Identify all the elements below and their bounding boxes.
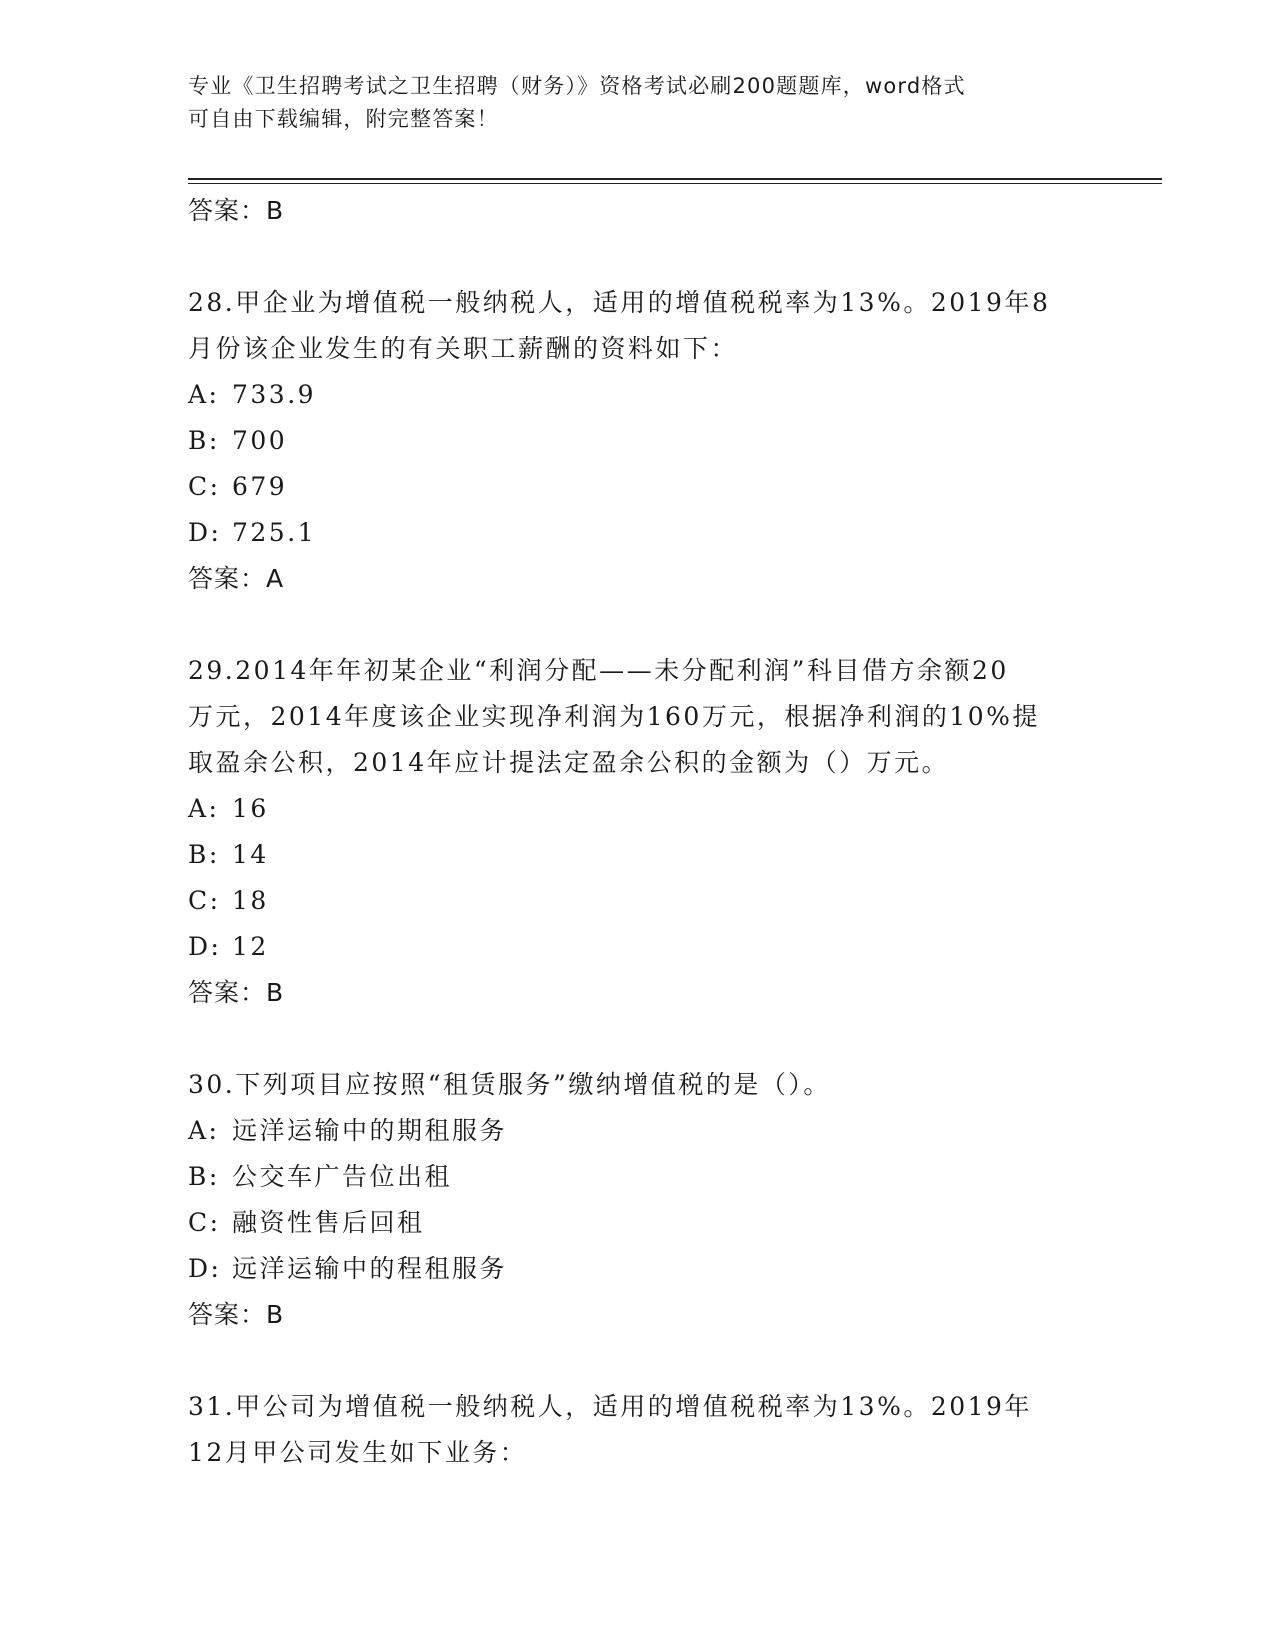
header-rule-thin bbox=[188, 183, 1162, 184]
header-line-1: 专业《卫生招聘考试之卫生招聘（财务）》资格考试必刷200题题库，word格式 bbox=[188, 74, 966, 98]
question-text-line: 31.甲公司为增值税一般纳税人，适用的增值税税率为13%。2019年 bbox=[188, 1392, 1032, 1421]
question-29 bbox=[188, 648, 1088, 1016]
option-text: 725.1 bbox=[232, 518, 317, 547]
option-a bbox=[188, 372, 1088, 418]
option-letter: D: bbox=[188, 1254, 222, 1283]
option-letter: C: bbox=[188, 472, 221, 501]
option-letter: B: bbox=[188, 426, 220, 455]
option-text: 融资性售后回租 bbox=[232, 1208, 425, 1237]
question-30 bbox=[188, 1062, 1088, 1338]
question-text bbox=[188, 1384, 1078, 1476]
question-text-line: 30.下列项目应按照“租赁服务”缴纳增值税的是（）。 bbox=[188, 1070, 831, 1099]
question-text-line: 万元，2014年度该企业实现净利润为160万元，根据净利润的10%提 bbox=[188, 702, 1040, 731]
question-text bbox=[188, 1062, 1078, 1108]
option-a bbox=[188, 1108, 1088, 1154]
option-text: 12 bbox=[232, 932, 269, 961]
option-letter: D: bbox=[188, 518, 222, 547]
option-letter: A: bbox=[188, 1116, 220, 1145]
option-letter: A: bbox=[188, 380, 220, 409]
option-text: 远洋运输中的期租服务 bbox=[232, 1116, 508, 1145]
option-text: 16 bbox=[232, 794, 269, 823]
option-text: 700 bbox=[232, 426, 288, 455]
question-text-line: 29.2014年年初某企业“利润分配——未分配利润”科目借方余额20 bbox=[188, 656, 1009, 685]
question-text-line: 12月甲公司发生如下业务： bbox=[188, 1438, 528, 1467]
option-a bbox=[188, 786, 1088, 832]
option-letter: D: bbox=[188, 932, 222, 961]
option-text: 733.9 bbox=[232, 380, 317, 409]
option-letter: A: bbox=[188, 794, 220, 823]
header-line-2: 可自由下载编辑，附完整答案！ bbox=[188, 107, 499, 131]
option-letter: B: bbox=[188, 1162, 220, 1191]
document-body bbox=[188, 188, 1088, 1476]
option-d bbox=[188, 924, 1088, 970]
option-d bbox=[188, 1246, 1088, 1292]
option-c bbox=[188, 878, 1088, 924]
option-letter: C: bbox=[188, 886, 221, 915]
question-28 bbox=[188, 280, 1088, 602]
option-text: 18 bbox=[232, 886, 269, 915]
option-text: 679 bbox=[232, 472, 288, 501]
answer-line: 答案：B bbox=[188, 196, 285, 225]
header-rule-thick bbox=[188, 178, 1162, 180]
option-c bbox=[188, 464, 1088, 510]
question-text-line: 取盈余公积，2014年应计提法定盈余公积的金额为（）万元。 bbox=[188, 748, 950, 777]
option-d bbox=[188, 510, 1088, 556]
question-text-line: 28.甲企业为增值税一般纳税人，适用的增值税税率为13%。2019年8 bbox=[188, 288, 1051, 317]
option-b bbox=[188, 418, 1088, 464]
option-text: 公交车广告位出租 bbox=[232, 1162, 453, 1191]
option-c bbox=[188, 1200, 1088, 1246]
answer-line: 答案：B bbox=[188, 978, 285, 1007]
answer-line: 答案：B bbox=[188, 1300, 285, 1329]
question-text bbox=[188, 648, 1078, 786]
question-text-line: 月份该企业发生的有关职工薪酬的资料如下： bbox=[188, 334, 739, 363]
question-31 bbox=[188, 1384, 1088, 1476]
option-letter: B: bbox=[188, 840, 220, 869]
option-b bbox=[188, 1154, 1088, 1200]
page-header bbox=[188, 70, 1068, 136]
option-text: 远洋运输中的程租服务 bbox=[232, 1254, 508, 1283]
option-text: 14 bbox=[232, 840, 269, 869]
answer-line: 答案：A bbox=[188, 564, 285, 593]
question-text bbox=[188, 280, 1078, 372]
option-letter: C: bbox=[188, 1208, 221, 1237]
option-b bbox=[188, 832, 1088, 878]
